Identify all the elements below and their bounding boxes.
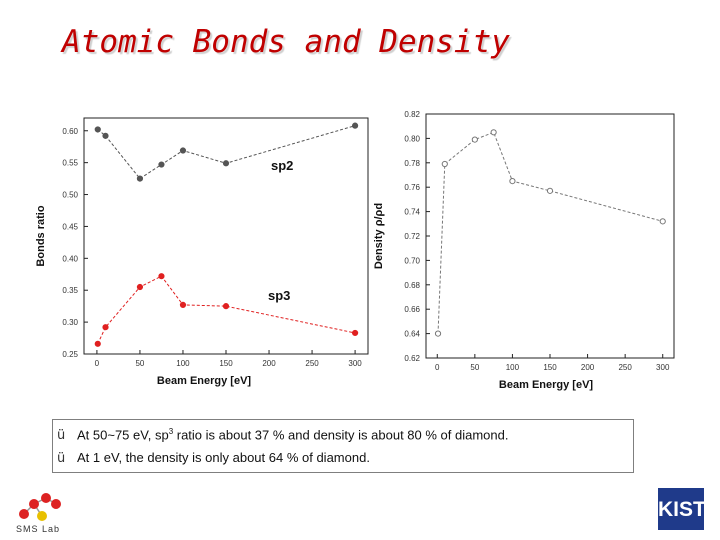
data-point-sp2 [180, 148, 185, 153]
density-chart [370, 108, 690, 394]
data-point-sp2 [103, 133, 108, 138]
data-point-sp3 [137, 284, 142, 289]
x-axis-title: Beam Energy [eV] [498, 379, 594, 391]
x-axis-title: Beam Energy [eV] [156, 375, 252, 387]
data-point-sp2 [352, 123, 357, 128]
note-1-text-rest: ratio is about 37 % and density is about 80 % of diamond. [173, 427, 509, 443]
note-1-text: At 50~75 eV, sp [77, 427, 169, 443]
y-tick-label: 0.70 [404, 256, 420, 266]
data-point-sp3 [95, 341, 100, 346]
data-point [510, 179, 515, 184]
series-label-sp3: sp3 [268, 288, 291, 303]
checkmark-icon: ü [57, 451, 66, 466]
bonds-ratio-chart [34, 112, 362, 394]
x-tick-label: 100 [176, 359, 190, 368]
series-line [438, 132, 663, 333]
data-point-sp3 [103, 325, 108, 330]
data-point [547, 188, 552, 193]
data-point [442, 161, 447, 166]
series-line-sp2 [98, 126, 355, 179]
y-tick-label: 0.72 [404, 232, 420, 241]
y-axis-title: Density ρ/ρd [373, 202, 385, 270]
data-point [660, 219, 665, 224]
x-tick-label: 300 [656, 363, 670, 372]
data-point [491, 130, 496, 135]
x-tick-label: 150 [543, 363, 557, 372]
checkmark-icon: ü [57, 428, 66, 444]
y-tick-label: 0.74 [404, 207, 420, 217]
y-tick-label: 0.60 [62, 126, 78, 136]
plot-frame [84, 118, 368, 354]
x-tick-label: 50 [470, 363, 480, 372]
data-point-sp2 [95, 127, 100, 132]
kist-logo: KIST [658, 488, 704, 530]
x-tick-label: 100 [505, 363, 520, 372]
series-label-sp2: sp2 [271, 158, 294, 173]
data-point-sp3 [352, 330, 357, 335]
molecule-icon [12, 488, 68, 524]
data-point-sp3 [180, 302, 185, 307]
data-point [435, 331, 440, 336]
x-tick-label: 250 [305, 359, 319, 368]
x-tick-label: 150 [219, 359, 233, 368]
y-tick-label: 0.35 [62, 286, 78, 296]
data-point-sp2 [159, 162, 164, 167]
sms-lab-text: SMS Lab [16, 524, 61, 534]
slide-title: Atomic Bonds and Density [62, 24, 510, 60]
y-tick-label: 0.45 [62, 222, 78, 232]
y-tick-label: 0.40 [62, 254, 78, 264]
x-tick-label: 50 [135, 359, 145, 368]
y-tick-label: 0.66 [404, 305, 420, 315]
note-2 [57, 450, 370, 466]
y-tick-label: 0.62 [404, 354, 420, 363]
y-tick-label: 0.64 [404, 329, 420, 339]
y-tick-label: 0.80 [404, 134, 420, 144]
y-tick-label: 0.76 [404, 183, 420, 193]
y-tick-label: 0.25 [62, 350, 78, 359]
data-point-sp2 [223, 161, 228, 166]
data-point-sp3 [159, 274, 164, 279]
y-tick-label: 0.55 [62, 158, 78, 168]
y-tick-label: 0.30 [62, 318, 78, 328]
y-tick-label: 0.68 [404, 280, 420, 290]
data-point-sp3 [223, 304, 228, 309]
series-line-sp3 [98, 276, 355, 344]
data-point [472, 137, 477, 142]
notes-box [52, 419, 634, 473]
x-tick-label: 250 [618, 363, 632, 372]
x-tick-label: 0 [94, 359, 100, 368]
x-tick-label: 200 [580, 363, 595, 372]
x-tick-label: 200 [262, 359, 276, 368]
y-axis-title: Bonds ratio [35, 205, 47, 267]
note-1-superscript: 3 [168, 427, 174, 436]
note-1 [57, 427, 508, 443]
x-tick-label: 300 [348, 359, 362, 368]
plot-frame [426, 114, 674, 358]
y-tick-label: 0.78 [404, 158, 420, 168]
x-tick-label: 0 [435, 363, 440, 372]
y-tick-label: 0.50 [62, 190, 78, 200]
note-2-text: At 1 eV, the density is only about 64 % of diamond. [77, 450, 370, 465]
y-tick-label: 0.82 [404, 110, 420, 119]
data-point-sp2 [137, 176, 142, 181]
sms-lab-logo [12, 488, 68, 538]
